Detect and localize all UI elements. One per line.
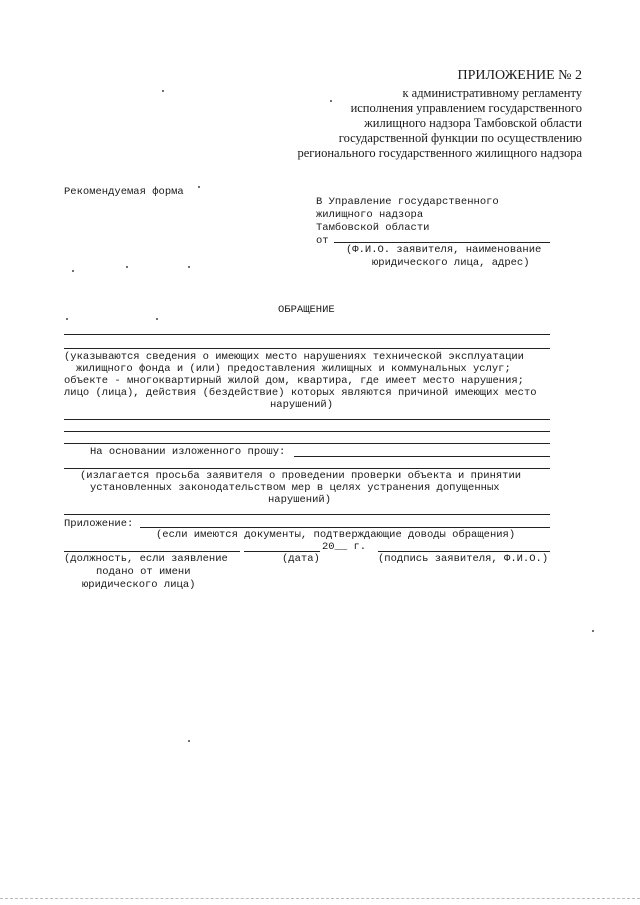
request-field-line-2[interactable] (64, 468, 550, 469)
document-title: ОБРАЩЕНИЕ (278, 304, 335, 316)
violation-field-line-1[interactable] (64, 334, 550, 335)
violation-field-line-3[interactable] (64, 419, 550, 420)
signature-field-line[interactable] (378, 551, 550, 552)
request-field-line-3[interactable] (64, 514, 550, 515)
date-field-line[interactable] (244, 551, 320, 552)
appendix-title: ПРИЛОЖЕНИЕ № 2 (457, 68, 582, 83)
scan-speck (162, 90, 164, 92)
violation-hint-4: лицо (лица), действия (бездействие) которых являются причиной имеющих место (64, 387, 537, 399)
signature-hint: (подпись заявителя, Ф.И.О.) (378, 553, 549, 565)
scan-speck (330, 100, 332, 102)
header-line-3: жилищного надзора Тамбовской области (364, 116, 582, 130)
from-hint-2: юридического лица, адрес) (372, 257, 530, 269)
header-line-4: государственной функции по осуществлению (338, 131, 582, 145)
violation-hint-5: нарушений) (270, 399, 334, 411)
scan-speck (156, 318, 158, 320)
violation-hint-2: жилищного фонда и (или) предоставления жилищных и коммунальных услуг; (76, 363, 511, 375)
position-hint-3: юридического лица) (82, 579, 196, 591)
header-line-2: исполнения управлением государственного (350, 101, 582, 115)
violation-field-line-4[interactable] (64, 431, 550, 432)
request-field-line-1[interactable] (294, 456, 550, 457)
attachment-label: Приложение: (64, 518, 134, 530)
header-line-1: к административному регламенту (402, 86, 582, 100)
scan-edge (0, 898, 640, 899)
from-hint-1: (Ф.И.О. заявителя, наименование (346, 244, 542, 256)
addressee-line-1: В Управление государственного (316, 196, 499, 208)
form-label: Рекомендуемая форма (64, 186, 184, 198)
request-hint-1: (излагается просьба заявителя о проведении проверки объекта и принятии (80, 470, 522, 482)
from-field-line[interactable] (334, 242, 550, 243)
scan-speck (592, 630, 594, 632)
date-hint: (дата) (282, 553, 320, 565)
scan-speck (126, 266, 128, 268)
position-hint-1: (должность, если заявление (64, 553, 228, 565)
year-label: 20__ г. (322, 541, 367, 553)
position-field-line[interactable] (64, 551, 240, 552)
addressee-line-3: Тамбовской области (316, 222, 430, 234)
request-hint-2: установленных законодательством мер в целях устранения допущенных (90, 482, 500, 494)
addressee-line-2: жилищного надзора (316, 209, 424, 221)
scan-speck (188, 266, 190, 268)
header-line-5: регионального государственного жилищного надзора (297, 146, 582, 160)
position-hint-2: подано от имени (96, 566, 191, 578)
request-label: На основании изложенного прошу: (90, 446, 286, 458)
violation-field-line-2[interactable] (64, 348, 550, 349)
request-hint-3: нарушений) (268, 494, 332, 506)
attachment-field-line[interactable] (140, 527, 550, 528)
from-label: от (316, 235, 329, 247)
scan-speck (66, 318, 68, 320)
violation-hint-3: объекте - многоквартирный жилой дом, квартира, где имеет место нарушения; (64, 375, 524, 387)
violation-hint-1: (указываются сведения о имеющих место нарушениях технической эксплуатации (64, 351, 524, 363)
violation-field-line-5[interactable] (64, 443, 550, 444)
scan-speck (72, 270, 74, 272)
scan-speck (198, 186, 200, 188)
scan-speck (188, 740, 190, 742)
attachment-hint: (если имеются документы, подтверждающие доводы обращения) (156, 529, 516, 541)
